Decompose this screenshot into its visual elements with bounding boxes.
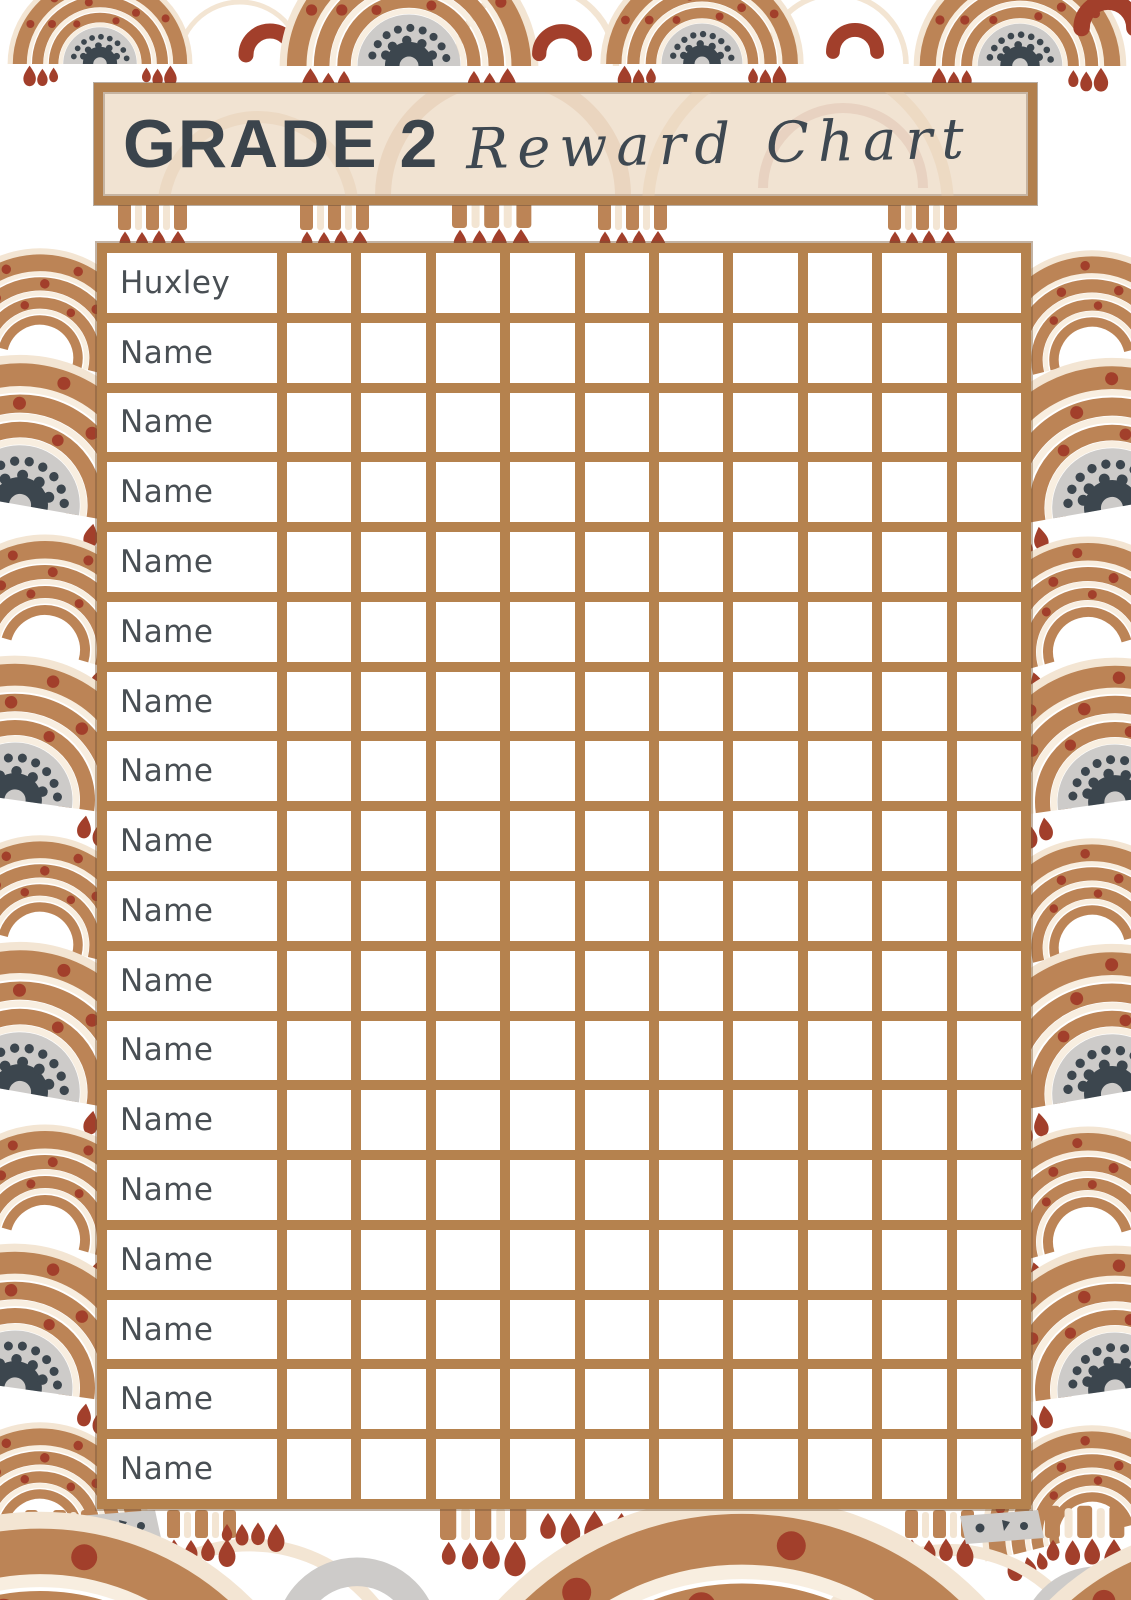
reward-cell[interactable] (287, 672, 351, 732)
reward-cell[interactable] (510, 881, 574, 941)
reward-cell[interactable] (436, 602, 500, 662)
student-name-cell[interactable]: Name (107, 1230, 277, 1290)
reward-cell[interactable] (436, 1090, 500, 1150)
reward-cell[interactable] (287, 951, 351, 1011)
reward-cell[interactable] (957, 1021, 1021, 1081)
reward-cell[interactable] (882, 672, 946, 732)
reward-cell[interactable] (287, 1369, 351, 1429)
reward-cell[interactable] (361, 1090, 425, 1150)
reward-cell[interactable] (808, 811, 872, 871)
reward-cell[interactable] (733, 1369, 797, 1429)
reward-cell[interactable] (361, 602, 425, 662)
student-name-cell[interactable]: Name (107, 1369, 277, 1429)
reward-cell[interactable] (957, 811, 1021, 871)
reward-cell[interactable] (882, 462, 946, 522)
reward-cell[interactable] (585, 672, 649, 732)
reward-cell[interactable] (510, 811, 574, 871)
reward-cell[interactable] (882, 602, 946, 662)
reward-cell[interactable] (882, 253, 946, 313)
reward-cell[interactable] (361, 1021, 425, 1081)
reward-cell[interactable] (436, 1439, 500, 1499)
reward-cell[interactable] (808, 393, 872, 453)
reward-cell[interactable] (659, 741, 723, 801)
reward-cell[interactable] (287, 1439, 351, 1499)
reward-cell[interactable] (733, 1300, 797, 1360)
reward-cell[interactable] (808, 1021, 872, 1081)
reward-cell[interactable] (585, 323, 649, 383)
reward-chart-title: Reward Chart (465, 106, 974, 182)
reward-cell[interactable] (287, 1090, 351, 1150)
reward-cell[interactable] (510, 1300, 574, 1360)
reward-cell[interactable] (436, 1230, 500, 1290)
title-banner (94, 83, 1037, 205)
reward-cell[interactable] (659, 811, 723, 871)
reward-cell[interactable] (361, 811, 425, 871)
reward-cell[interactable] (585, 1090, 649, 1150)
reward-cell[interactable] (733, 1439, 797, 1499)
student-name-cell[interactable]: Name (107, 323, 277, 383)
reward-cell[interactable] (436, 672, 500, 732)
grade-title: GRADE 2 (123, 106, 440, 182)
reward-cell[interactable] (361, 253, 425, 313)
reward-cell[interactable] (882, 951, 946, 1011)
reward-cell[interactable] (659, 1090, 723, 1150)
reward-cell[interactable] (808, 1090, 872, 1150)
reward-cell[interactable] (510, 1160, 574, 1220)
reward-cell[interactable] (957, 1369, 1021, 1429)
student-name-cell[interactable]: Name (107, 672, 277, 732)
reward-cell[interactable] (585, 741, 649, 801)
reward-cell[interactable] (510, 1369, 574, 1429)
reward-cell[interactable] (882, 1160, 946, 1220)
reward-cell[interactable] (361, 1230, 425, 1290)
student-name-cell[interactable]: Name (107, 393, 277, 453)
student-name-cell[interactable]: Name (107, 1021, 277, 1081)
reward-cell[interactable] (659, 393, 723, 453)
reward-cell[interactable] (436, 532, 500, 592)
reward-cell[interactable] (510, 1021, 574, 1081)
reward-cell[interactable] (733, 602, 797, 662)
reward-cell[interactable] (957, 253, 1021, 313)
reward-cell[interactable] (659, 1160, 723, 1220)
reward-cell[interactable] (957, 951, 1021, 1011)
reward-cell[interactable] (361, 672, 425, 732)
reward-cell[interactable] (957, 1090, 1021, 1150)
reward-cell[interactable] (659, 672, 723, 732)
reward-cell[interactable] (733, 1230, 797, 1290)
reward-cell[interactable] (436, 1160, 500, 1220)
reward-cell[interactable] (510, 323, 574, 383)
reward-cell[interactable] (436, 1300, 500, 1360)
reward-cell[interactable] (436, 323, 500, 383)
reward-cell[interactable] (808, 323, 872, 383)
reward-cell[interactable] (882, 1439, 946, 1499)
reward-cell[interactable] (659, 323, 723, 383)
reward-cell[interactable] (361, 1439, 425, 1499)
reward-cell[interactable] (510, 1439, 574, 1499)
reward-cell[interactable] (957, 323, 1021, 383)
reward-cell[interactable] (361, 323, 425, 383)
reward-cell[interactable] (882, 1230, 946, 1290)
reward-cell[interactable] (436, 811, 500, 871)
reward-cell[interactable] (361, 1300, 425, 1360)
bottom-rainbow-row (0, 1505, 1131, 1600)
reward-cell[interactable] (882, 811, 946, 871)
reward-cell[interactable] (510, 951, 574, 1011)
reward-cell[interactable] (808, 951, 872, 1011)
reward-cell[interactable] (436, 741, 500, 801)
reward-cell[interactable] (808, 1160, 872, 1220)
reward-cell[interactable] (585, 1439, 649, 1499)
reward-cell[interactable] (957, 881, 1021, 941)
reward-cell[interactable] (659, 253, 723, 313)
reward-cell[interactable] (287, 532, 351, 592)
reward-grid (107, 253, 1021, 1499)
reward-cell[interactable] (287, 881, 351, 941)
reward-cell[interactable] (659, 1439, 723, 1499)
reward-cell[interactable] (585, 811, 649, 871)
student-name-cell-filled[interactable]: Huxley (107, 253, 277, 313)
reward-cell[interactable] (957, 393, 1021, 453)
reward-cell[interactable] (510, 602, 574, 662)
reward-cell[interactable] (585, 462, 649, 522)
reward-cell[interactable] (733, 811, 797, 871)
reward-cell[interactable] (585, 1300, 649, 1360)
student-name-cell[interactable]: Name (107, 881, 277, 941)
reward-cell[interactable] (585, 1369, 649, 1429)
reward-cell[interactable] (361, 462, 425, 522)
reward-cell[interactable] (585, 881, 649, 941)
student-name-cell[interactable]: Name (107, 602, 277, 662)
reward-cell[interactable] (882, 532, 946, 592)
reward-cell[interactable] (733, 532, 797, 592)
reward-cell[interactable] (957, 1160, 1021, 1220)
reward-cell[interactable] (585, 1230, 649, 1290)
reward-cell[interactable] (510, 741, 574, 801)
reward-cell[interactable] (733, 393, 797, 453)
reward-cell[interactable] (585, 1160, 649, 1220)
reward-cell[interactable] (287, 741, 351, 801)
reward-cell[interactable] (882, 393, 946, 453)
reward-cell[interactable] (585, 602, 649, 662)
reward-cell[interactable] (882, 1300, 946, 1360)
reward-cell[interactable] (808, 1230, 872, 1290)
reward-cell[interactable] (733, 672, 797, 732)
reward-cell[interactable] (882, 881, 946, 941)
reward-cell[interactable] (733, 1160, 797, 1220)
reward-cell[interactable] (659, 602, 723, 662)
reward-cell[interactable] (733, 1021, 797, 1081)
reward-cell[interactable] (361, 741, 425, 801)
reward-cell[interactable] (361, 1160, 425, 1220)
reward-cell[interactable] (808, 741, 872, 801)
reward-cell[interactable] (287, 253, 351, 313)
reward-cell[interactable] (733, 323, 797, 383)
student-name-cell[interactable]: Name (107, 1439, 277, 1499)
student-name-cell[interactable]: Name (107, 811, 277, 871)
reward-cell[interactable] (287, 1160, 351, 1220)
reward-cell[interactable] (436, 393, 500, 453)
reward-cell[interactable] (287, 1230, 351, 1290)
reward-cell[interactable] (957, 1300, 1021, 1360)
reward-cell[interactable] (361, 532, 425, 592)
reward-cell[interactable] (957, 1439, 1021, 1499)
reward-grid-panel (97, 243, 1031, 1509)
reward-cell[interactable] (733, 881, 797, 941)
reward-cell[interactable] (287, 462, 351, 522)
reward-cell[interactable] (882, 1021, 946, 1081)
reward-cell[interactable] (808, 1439, 872, 1499)
reward-cell[interactable] (585, 532, 649, 592)
reward-cell[interactable] (659, 1230, 723, 1290)
reward-cell[interactable] (659, 951, 723, 1011)
reward-cell[interactable] (287, 811, 351, 871)
reward-cell[interactable] (808, 602, 872, 662)
student-name-cell[interactable]: Name (107, 1160, 277, 1220)
reward-cell[interactable] (510, 1230, 574, 1290)
reward-cell[interactable] (808, 253, 872, 313)
student-name-cell[interactable]: Name (107, 532, 277, 592)
reward-cell[interactable] (659, 1369, 723, 1429)
reward-cell[interactable] (510, 393, 574, 453)
reward-cell[interactable] (808, 462, 872, 522)
student-name-cell[interactable]: Name (107, 741, 277, 801)
reward-cell[interactable] (287, 393, 351, 453)
reward-cell[interactable] (733, 741, 797, 801)
reward-cell[interactable] (436, 1021, 500, 1081)
reward-cell[interactable] (585, 393, 649, 453)
reward-cell[interactable] (361, 1369, 425, 1429)
reward-cell[interactable] (659, 1300, 723, 1360)
student-name-cell[interactable]: Name (107, 951, 277, 1011)
reward-cell[interactable] (510, 672, 574, 732)
reward-cell[interactable] (957, 462, 1021, 522)
student-name-cell[interactable]: Name (107, 462, 277, 522)
reward-cell[interactable] (287, 1300, 351, 1360)
reward-cell[interactable] (361, 393, 425, 453)
reward-cell[interactable] (957, 672, 1021, 732)
reward-cell[interactable] (882, 741, 946, 801)
reward-cell[interactable] (287, 1021, 351, 1081)
reward-cell[interactable] (361, 951, 425, 1011)
student-name-cell[interactable]: Name (107, 1300, 277, 1360)
reward-cell[interactable] (287, 323, 351, 383)
reward-cell[interactable] (436, 881, 500, 941)
reward-cell[interactable] (585, 1021, 649, 1081)
reward-cell[interactable] (957, 741, 1021, 801)
reward-cell[interactable] (957, 1230, 1021, 1290)
reward-cell[interactable] (957, 532, 1021, 592)
reward-cell[interactable] (510, 253, 574, 313)
reward-cell[interactable] (733, 1090, 797, 1150)
reward-cell[interactable] (659, 462, 723, 522)
reward-cell[interactable] (808, 672, 872, 732)
reward-cell[interactable] (436, 951, 500, 1011)
reward-cell[interactable] (510, 532, 574, 592)
reward-cell[interactable] (808, 1369, 872, 1429)
reward-cell[interactable] (659, 881, 723, 941)
reward-cell[interactable] (361, 881, 425, 941)
reward-cell[interactable] (882, 323, 946, 383)
reward-cell[interactable] (287, 602, 351, 662)
reward-cell[interactable] (733, 951, 797, 1011)
reward-cell[interactable] (733, 253, 797, 313)
reward-cell[interactable] (882, 1369, 946, 1429)
reward-cell[interactable] (882, 1090, 946, 1150)
reward-cell[interactable] (957, 602, 1021, 662)
reward-cell[interactable] (436, 1369, 500, 1429)
reward-cell[interactable] (510, 1090, 574, 1150)
reward-cell[interactable] (808, 532, 872, 592)
reward-cell[interactable] (585, 951, 649, 1011)
reward-cell[interactable] (510, 462, 574, 522)
reward-cell[interactable] (808, 1300, 872, 1360)
reward-cell[interactable] (733, 462, 797, 522)
reward-cell[interactable] (585, 253, 649, 313)
reward-cell[interactable] (436, 253, 500, 313)
reward-cell[interactable] (659, 532, 723, 592)
reward-cell[interactable] (808, 881, 872, 941)
reward-cell[interactable] (659, 1021, 723, 1081)
reward-cell[interactable] (436, 462, 500, 522)
student-name-cell[interactable]: Name (107, 1090, 277, 1150)
